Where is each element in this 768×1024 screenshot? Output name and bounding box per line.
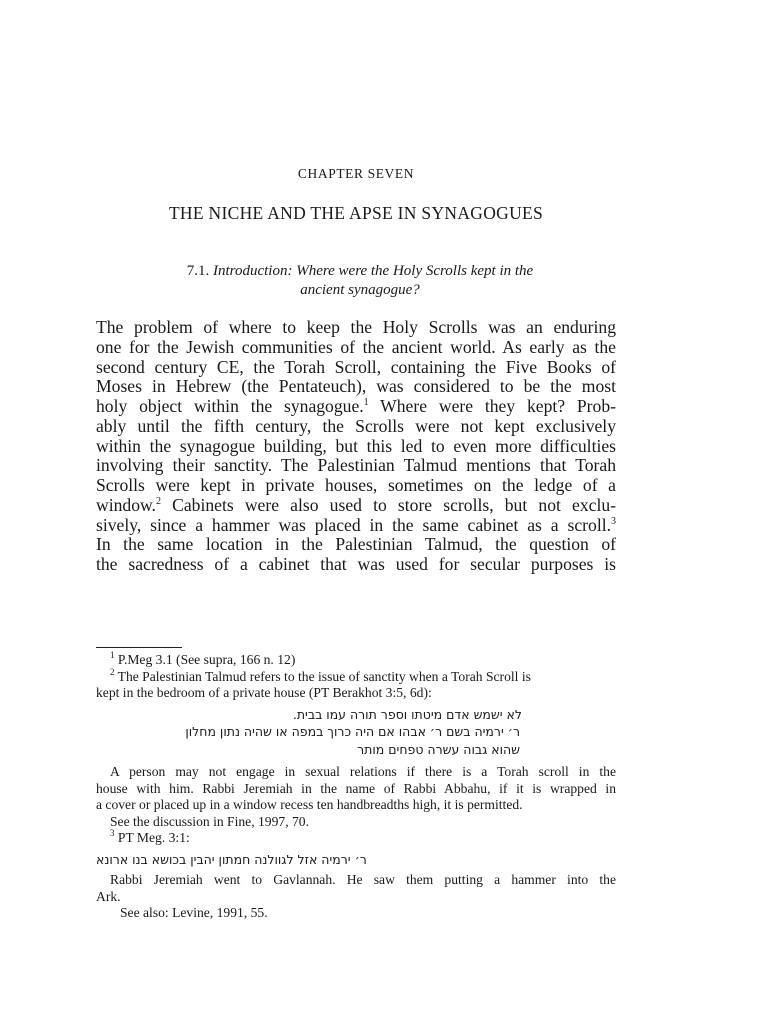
body-text-span: Cabinets were also used to store scrolls, but not exclu- bbox=[160, 494, 616, 515]
body-text-span: holy object within the synagogue. bbox=[96, 396, 364, 416]
footnote-text: P.Meg 3.1 (See supra, 166 n. 12) bbox=[114, 652, 296, 667]
translation-line: house with him. Rabbi Jeremiah in the name of Rabbi Abbahu, if it is wrapped in bbox=[96, 780, 616, 796]
body-line: The problem of where to keep the Holy Scrolls was an enduring bbox=[96, 317, 616, 337]
footnote-see-also: See also: Levine, 1991, 55. bbox=[120, 905, 268, 920]
body-line: within the synagogue building, but this led to even more difficulties bbox=[96, 435, 616, 456]
body-line: second century CE, the Torah Scroll, containing the Five Books of bbox=[96, 356, 616, 377]
translation-line: a cover or placed up in a window recess ten handbreadths high, it is permitted. bbox=[96, 797, 523, 812]
body-text-span: Where were they kept? Prob- bbox=[368, 396, 616, 416]
body-line bbox=[96, 516, 616, 536]
footnote-text: PT Meg. 3:1: bbox=[114, 830, 190, 845]
footnote-ref-3[interactable]: 3 bbox=[611, 515, 616, 527]
section-heading-line-1 bbox=[140, 262, 580, 281]
hebrew-quote-line: ר׳ ירמיה בשם ר׳ אבהו אם היה כרוך במפה או שהיה נתון מחלון bbox=[185, 724, 520, 739]
body-line: ably until the fifth century, the Scrolls were not kept exclusively bbox=[96, 415, 616, 436]
footnote-number: 3 bbox=[110, 828, 115, 838]
translation-line: A person may not engage in sexual relations if there is a Torah scroll in the bbox=[110, 764, 616, 779]
footnote-number: 2 bbox=[110, 666, 115, 677]
footnote-ref-1[interactable]: 1 bbox=[363, 397, 369, 408]
footnotes bbox=[96, 652, 616, 922]
body-line: the sacredness of a cabinet that was used for secular purposes is bbox=[96, 554, 616, 574]
footnote-text: The Palestinian Talmud refers to the issue of sanctity when a Torah Scroll is bbox=[114, 668, 531, 684]
body-line bbox=[96, 496, 616, 516]
footnote-see-also: See the discussion in Fine, 1997, 70. bbox=[110, 813, 309, 829]
hebrew-quote-line: ר׳ ירמיה אזל לגוולנה חמתון יהבין בכושא בנו ארונא bbox=[96, 851, 367, 867]
body-line: involving their sanctity. The Palestinian Talmud mentions that Torah bbox=[96, 455, 616, 476]
body-text-span: sively, since a hammer was placed in the same cabinet as a scroll. bbox=[96, 514, 611, 535]
footnote-ref-2[interactable]: 2 bbox=[155, 495, 161, 507]
chapter-title: THE NICHE AND THE APSE IN SYNAGOGUES bbox=[168, 203, 544, 223]
footnote-1 bbox=[96, 652, 616, 669]
body-paragraph bbox=[96, 318, 616, 575]
hebrew-quote-line: לא ישמש אדם מיטתו וספר תורה עמו בבית. bbox=[292, 706, 522, 722]
section-title-part-2: ancient synagogue? bbox=[300, 282, 420, 298]
chapter-label: CHAPTER SEVEN bbox=[297, 166, 415, 181]
body-line: Moses in Hebrew (the Pentateuch), was considered to be the most bbox=[96, 376, 616, 397]
footnote-3 bbox=[96, 830, 616, 847]
translation-line: Ark. bbox=[96, 888, 121, 904]
body-line: one for the Jewish communities of the ancient world. As early as the bbox=[96, 336, 616, 357]
footnote-2-line: kept in the bedroom of a private house (PT Berakhot 3:5, 6d): bbox=[96, 685, 432, 700]
footnote-divider bbox=[96, 647, 182, 648]
body-line: Scrolls were kept in private houses, sometimes on the ledge of a bbox=[96, 475, 616, 495]
section-heading bbox=[140, 262, 580, 300]
hebrew-quote-line: שהוא גבוה עשרה טפחים מותר bbox=[357, 741, 520, 757]
footnote-number: 1 bbox=[110, 650, 115, 660]
body-line: In the same location in the Palestinian Talmud, the question of bbox=[96, 534, 616, 555]
body-text-span: window. bbox=[96, 494, 156, 515]
section-number: 7.1. bbox=[186, 263, 210, 279]
section-title-part-1: Introduction: Where were the Holy Scrolls kept in the bbox=[213, 263, 534, 279]
footnote-2-line bbox=[96, 666, 616, 686]
translation-line: Rabbi Jeremiah went to Gavlannah. He saw them putting a hammer into the bbox=[110, 872, 616, 887]
body-line bbox=[96, 397, 616, 417]
